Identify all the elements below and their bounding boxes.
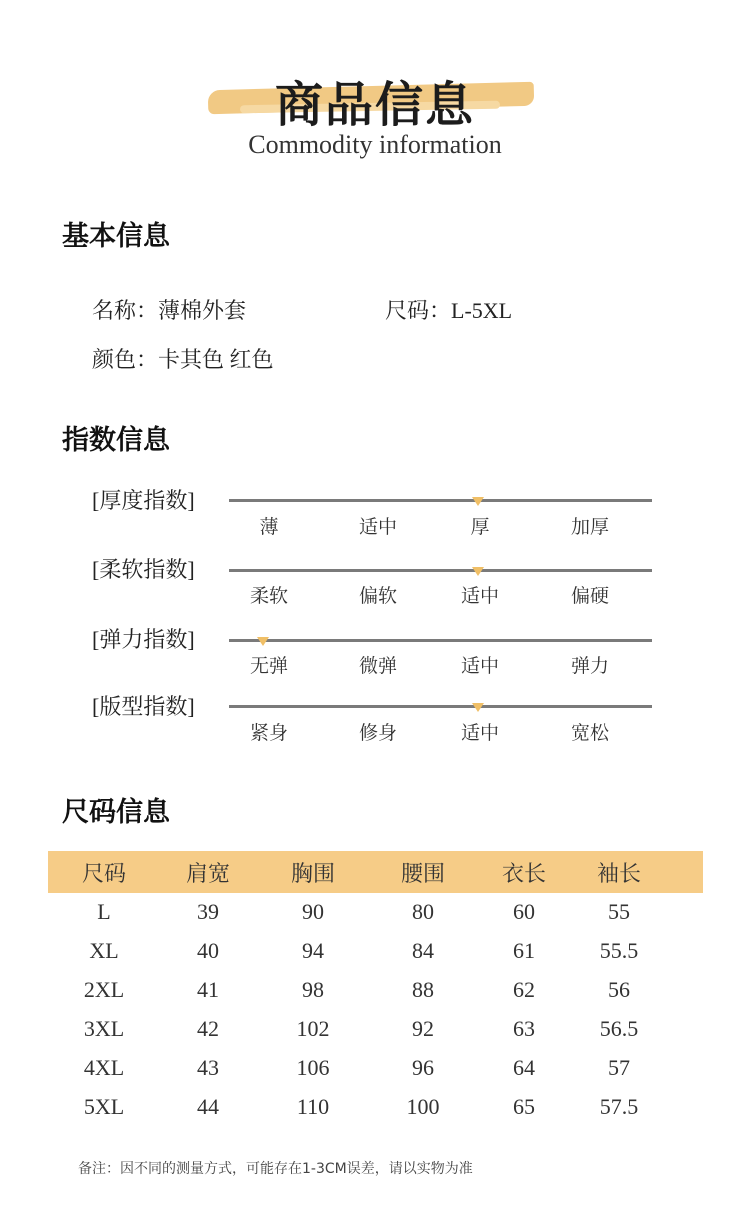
section-title-index: 指数信息 [62, 425, 170, 456]
index-option: 偏硬 [570, 586, 609, 607]
index-option: 紧身 [249, 723, 288, 744]
size-table-cell: 55.5 [599, 938, 639, 963]
size-table-cell: 63 [513, 1016, 535, 1041]
size-table-cell: L [97, 899, 111, 924]
section-title-basic: 基本信息 [62, 221, 170, 252]
index-label: [版型指数] [92, 694, 195, 719]
index-scale-line [229, 705, 652, 708]
size-table-cell: 55 [608, 899, 630, 924]
size-table-cell: 92 [412, 1016, 434, 1041]
size-table-cell: 44 [197, 1094, 219, 1119]
size-table-cell: 80 [412, 899, 434, 924]
index-selected-marker [472, 703, 484, 712]
index-option: 适中 [460, 586, 499, 607]
page-subtitle: Commodity information [248, 130, 502, 159]
index-selected-marker [472, 497, 484, 506]
size-table-header-cell: 袖长 [596, 861, 641, 886]
product-size-range: 尺码：L-5XL [385, 298, 513, 323]
size-table-cell: 56.5 [599, 1016, 639, 1041]
size-table-cell: 84 [412, 938, 434, 963]
size-table-cell: 110 [296, 1094, 330, 1119]
size-table-cell: 64 [513, 1055, 535, 1080]
index-option: 无弹 [249, 656, 288, 677]
size-table-cell: 57.5 [599, 1094, 639, 1119]
size-table-cell: 96 [412, 1055, 434, 1080]
size-table-header-cell: 胸围 [290, 861, 335, 886]
size-table-cell: 61 [513, 938, 535, 963]
index-option: 适中 [460, 656, 499, 677]
index-option: 适中 [358, 517, 397, 538]
index-scale-line [229, 639, 652, 642]
size-table-cell: 57 [608, 1055, 630, 1080]
index-option: 微弹 [358, 656, 397, 677]
size-table-cell: 106 [296, 1055, 330, 1080]
page-title: 商品信息 [274, 79, 475, 132]
index-option: 厚 [470, 517, 490, 538]
index-option: 弹力 [570, 656, 609, 677]
size-table-cell: 40 [197, 938, 219, 963]
index-option: 修身 [358, 723, 397, 744]
size-table-header-cell: 肩宽 [185, 861, 230, 886]
size-table-header-cell: 衣长 [501, 861, 546, 886]
product-name: 名称：薄棉外套 [92, 298, 247, 323]
size-table-cell: 4XL [83, 1055, 125, 1080]
size-table-cell: 98 [302, 977, 324, 1002]
measurement-note: 备注：因不同的测量方式，可能存在1-3CM误差，请以实物为准 [78, 1161, 473, 1177]
size-table-cell: 5XL [83, 1094, 125, 1119]
size-table-cell: 90 [302, 899, 324, 924]
index-option: 加厚 [570, 517, 609, 538]
size-table-cell: 42 [197, 1016, 219, 1041]
size-table-cell: 94 [302, 938, 324, 963]
index-option: 宽松 [570, 723, 609, 744]
index-option: 适中 [460, 723, 499, 744]
size-table-cell: 88 [412, 977, 434, 1002]
size-table-header-cell: 腰围 [400, 861, 445, 886]
index-option: 偏软 [358, 586, 397, 607]
index-selected-marker [472, 567, 484, 576]
index-label: [柔软指数] [92, 557, 195, 582]
product-colors: 颜色：卡其色 红色 [92, 347, 274, 372]
size-table-header-cell: 尺码 [81, 861, 126, 886]
index-scale-line [229, 499, 652, 502]
size-table-cell: 102 [296, 1016, 330, 1041]
size-table-cell: 60 [513, 899, 535, 924]
size-table-cell: 43 [197, 1055, 219, 1080]
index-label: [弹力指数] [92, 627, 195, 652]
size-table-cell: 62 [513, 977, 535, 1002]
index-selected-marker [257, 637, 269, 646]
section-title-size: 尺码信息 [62, 797, 170, 828]
size-table-cell: XL [89, 938, 119, 963]
size-table-cell: 39 [197, 899, 219, 924]
size-table-cell: 56 [608, 977, 630, 1002]
size-table-cell: 100 [406, 1094, 440, 1119]
size-table-cell: 65 [513, 1094, 535, 1119]
size-table-cell: 3XL [83, 1016, 125, 1041]
index-option: 薄 [259, 517, 279, 538]
index-scale-line [229, 569, 652, 572]
index-option: 柔软 [249, 586, 288, 607]
size-table-cell: 41 [197, 977, 219, 1002]
size-table-cell: 2XL [83, 977, 125, 1002]
index-label: [厚度指数] [92, 488, 195, 513]
